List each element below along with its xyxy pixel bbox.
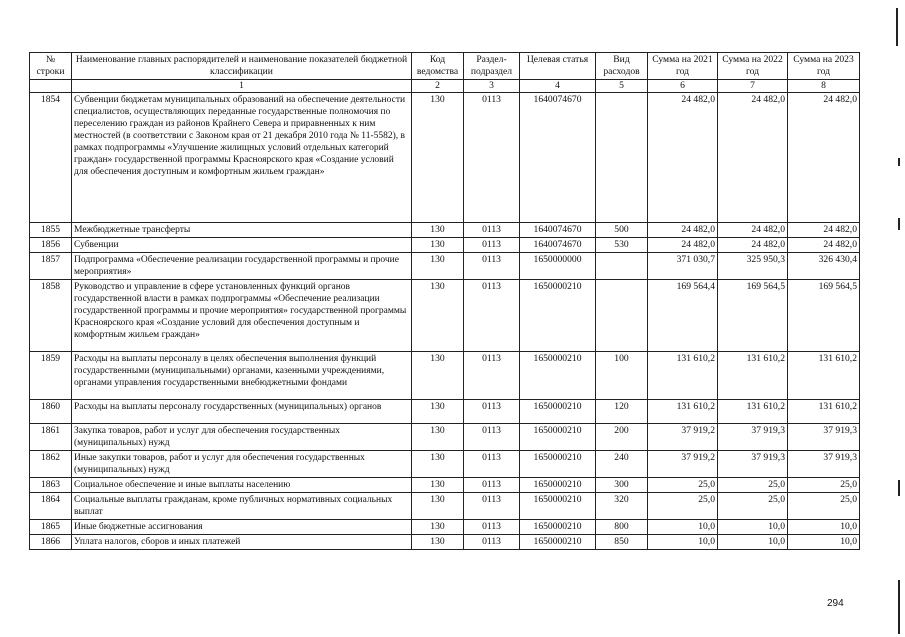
row-dept-code: 130: [412, 424, 464, 451]
row-dept-code: 130: [412, 253, 464, 280]
row-dept-code: 130: [412, 93, 464, 223]
row-expense-type: 850: [596, 535, 648, 550]
row-sum-2023: 37 919,3: [788, 451, 860, 478]
row-dept-code: 130: [412, 451, 464, 478]
row-sum-2022: 25,0: [718, 493, 788, 520]
row-sum-2022: 24 482,0: [718, 238, 788, 253]
row-sum-2022: 131 610,2: [718, 400, 788, 424]
row-sum-2021: 10,0: [648, 535, 718, 550]
row-sum-2023: 10,0: [788, 520, 860, 535]
page-number: 294: [827, 598, 844, 609]
row-sum-2023: 25,0: [788, 493, 860, 520]
row-target-code: 1650000210: [520, 493, 596, 520]
row-section-code: 0113: [464, 478, 520, 493]
row-section-code: 0113: [464, 535, 520, 550]
row-dept-code: 130: [412, 223, 464, 238]
scan-edge-mark: [898, 218, 900, 230]
row-sum-2022: 131 610,2: [718, 352, 788, 400]
column-number-row: [30, 80, 860, 93]
row-name: Субвенции: [72, 238, 412, 253]
row-target-code: 1650000210: [520, 478, 596, 493]
column-number: 2: [412, 80, 464, 93]
scan-edge-mark: [898, 158, 900, 166]
row-dept-code: 130: [412, 352, 464, 400]
row-dept-code: 130: [412, 400, 464, 424]
row-expense-type: 120: [596, 400, 648, 424]
row-name: Социальное обеспечение и иные выплаты населению: [72, 478, 412, 493]
row-expense-type: 800: [596, 520, 648, 535]
row-section-code: 0113: [464, 520, 520, 535]
row-number: 1858: [30, 280, 72, 352]
table-row: [30, 352, 860, 400]
row-sum-2021: 24 482,0: [648, 93, 718, 223]
row-sum-2023: 24 482,0: [788, 223, 860, 238]
header-section: Раздел-подраздел: [464, 53, 520, 80]
row-number: 1860: [30, 400, 72, 424]
column-number: 7: [718, 80, 788, 93]
table-row: [30, 223, 860, 238]
scan-edge-mark: [898, 580, 900, 634]
header-sum-2023: Сумма на 2023 год: [788, 53, 860, 80]
row-sum-2021: 10,0: [648, 520, 718, 535]
row-sum-2023: 131 610,2: [788, 400, 860, 424]
row-sum-2023: 24 482,0: [788, 93, 860, 223]
row-dept-code: 130: [412, 238, 464, 253]
row-section-code: 0113: [464, 253, 520, 280]
row-target-code: 1650000210: [520, 520, 596, 535]
header-target: Целевая статья: [520, 53, 596, 80]
row-dept-code: 130: [412, 478, 464, 493]
row-name: Иные закупки товаров, работ и услуг для обеспечения государственных (муниципальных) нужд: [72, 451, 412, 478]
column-number: 1: [72, 80, 412, 93]
row-sum-2023: 10,0: [788, 535, 860, 550]
column-number: 8: [788, 80, 860, 93]
header-type: Вид расходов: [596, 53, 648, 80]
row-number: 1862: [30, 451, 72, 478]
row-target-code: 1650000000: [520, 253, 596, 280]
table-row: [30, 400, 860, 424]
row-section-code: 0113: [464, 93, 520, 223]
header-dept: Код ведомства: [412, 53, 464, 80]
row-sum-2022: 169 564,5: [718, 280, 788, 352]
row-name: Иные бюджетные ассигнования: [72, 520, 412, 535]
row-sum-2021: 37 919,2: [648, 424, 718, 451]
row-expense-type: 200: [596, 424, 648, 451]
row-sum-2021: 37 919,2: [648, 451, 718, 478]
row-expense-type: [596, 253, 648, 280]
row-sum-2021: 25,0: [648, 493, 718, 520]
row-target-code: 1650000210: [520, 424, 596, 451]
row-sum-2022: 24 482,0: [718, 223, 788, 238]
row-expense-type: 100: [596, 352, 648, 400]
row-sum-2023: 24 482,0: [788, 238, 860, 253]
row-number: 1859: [30, 352, 72, 400]
table-header-row: [30, 53, 860, 80]
table-row: [30, 478, 860, 493]
row-number: 1863: [30, 478, 72, 493]
row-sum-2021: 25,0: [648, 478, 718, 493]
row-sum-2022: 37 919,3: [718, 424, 788, 451]
budget-table: [29, 52, 860, 550]
row-target-code: 1640074670: [520, 93, 596, 223]
row-number: 1866: [30, 535, 72, 550]
row-section-code: 0113: [464, 238, 520, 253]
row-sum-2022: 25,0: [718, 478, 788, 493]
row-sum-2021: 169 564,4: [648, 280, 718, 352]
column-number: 3: [464, 80, 520, 93]
header-sum-2021: Сумма на 2021 год: [648, 53, 718, 80]
row-sum-2023: 37 919,3: [788, 424, 860, 451]
header-row-no: № строки: [30, 53, 72, 80]
header-name: Наименование главных распорядителей и наименование показателей бюджетной классификации: [72, 53, 412, 80]
row-name: Закупка товаров, работ и услуг для обеспечения государственных (муниципальных) нужд: [72, 424, 412, 451]
row-number: 1864: [30, 493, 72, 520]
column-number: 6: [648, 80, 718, 93]
row-number: 1865: [30, 520, 72, 535]
row-section-code: 0113: [464, 424, 520, 451]
row-expense-type: [596, 93, 648, 223]
row-sum-2021: 131 610,2: [648, 400, 718, 424]
row-number: 1856: [30, 238, 72, 253]
row-sum-2022: 24 482,0: [718, 93, 788, 223]
row-dept-code: 130: [412, 493, 464, 520]
row-target-code: 1650000210: [520, 400, 596, 424]
row-number: 1857: [30, 253, 72, 280]
table-row: [30, 535, 860, 550]
table-row: [30, 493, 860, 520]
row-number: 1861: [30, 424, 72, 451]
row-name: Расходы на выплаты персоналу государственных (муниципальных) органов: [72, 400, 412, 424]
row-expense-type: 240: [596, 451, 648, 478]
table-row: [30, 93, 860, 223]
row-section-code: 0113: [464, 280, 520, 352]
table-row: [30, 253, 860, 280]
row-sum-2023: 326 430,4: [788, 253, 860, 280]
row-number: 1855: [30, 223, 72, 238]
row-sum-2022: 325 950,3: [718, 253, 788, 280]
table-row: [30, 520, 860, 535]
row-sum-2022: 10,0: [718, 520, 788, 535]
row-dept-code: 130: [412, 535, 464, 550]
column-number: [30, 80, 72, 93]
row-sum-2022: 10,0: [718, 535, 788, 550]
row-section-code: 0113: [464, 400, 520, 424]
row-name: Уплата налогов, сборов и иных платежей: [72, 535, 412, 550]
row-name: Руководство и управление в сфере установленных функций органов государственной власти в рамках подпрограммы «Обеспечение реализации государственной программы и прочие мероприятия» государственной программы Красноярского края «Создание условий для обеспечения доступным и комфортным жильем граждан»: [72, 280, 412, 352]
row-name: Межбюджетные трансферты: [72, 223, 412, 238]
row-sum-2023: 169 564,5: [788, 280, 860, 352]
row-name: Подпрограмма «Обеспечение реализации государственной программы и прочие мероприятия»: [72, 253, 412, 280]
row-dept-code: 130: [412, 520, 464, 535]
row-sum-2023: 25,0: [788, 478, 860, 493]
row-name: Социальные выплаты гражданам, кроме публичных нормативных социальных выплат: [72, 493, 412, 520]
row-sum-2021: 131 610,2: [648, 352, 718, 400]
row-target-code: 1650000210: [520, 535, 596, 550]
row-number: 1854: [30, 93, 72, 223]
table-row: [30, 280, 860, 352]
row-sum-2021: 24 482,0: [648, 223, 718, 238]
row-section-code: 0113: [464, 223, 520, 238]
row-expense-type: 500: [596, 223, 648, 238]
scan-edge-mark: [898, 480, 900, 496]
row-sum-2021: 371 030,7: [648, 253, 718, 280]
header-sum-2022: Сумма на 2022 год: [718, 53, 788, 80]
row-name: Расходы на выплаты персоналу в целях обеспечения выполнения функций государственными (муниципальными) органами, казенными учреждениями, органами управления государственными внебюджетными фондами: [72, 352, 412, 400]
row-dept-code: 130: [412, 280, 464, 352]
row-sum-2022: 37 919,3: [718, 451, 788, 478]
row-section-code: 0113: [464, 493, 520, 520]
row-target-code: 1650000210: [520, 451, 596, 478]
row-name: Субвенции бюджетам муниципальных образований на обеспечение деятельности специалистов, осуществляющих переданные государственные полномочия по переселению граждан из районов Крайнего Севера и приравненных к ним местностей (в соответствии с Законом края от 21 декабря 2010 года № 11-5582), в рамках подпрограммы «Улучшение жилищных условий отдельных категорий граждан» государственной программы Красноярского края «Создание условий для обеспечения доступным и комфортным жильем граждан»: [72, 93, 412, 223]
row-section-code: 0113: [464, 352, 520, 400]
table-row: [30, 238, 860, 253]
row-target-code: 1640074670: [520, 223, 596, 238]
row-expense-type: 320: [596, 493, 648, 520]
row-target-code: 1650000210: [520, 280, 596, 352]
row-sum-2021: 24 482,0: [648, 238, 718, 253]
row-sum-2023: 131 610,2: [788, 352, 860, 400]
table-body: [30, 93, 860, 550]
row-expense-type: 530: [596, 238, 648, 253]
row-expense-type: 300: [596, 478, 648, 493]
table-row: [30, 451, 860, 478]
scan-edge-mark: [896, 8, 898, 46]
column-number: 5: [596, 80, 648, 93]
table-row: [30, 424, 860, 451]
row-section-code: 0113: [464, 451, 520, 478]
row-target-code: 1640074670: [520, 238, 596, 253]
column-number: 4: [520, 80, 596, 93]
row-target-code: 1650000210: [520, 352, 596, 400]
row-expense-type: [596, 280, 648, 352]
